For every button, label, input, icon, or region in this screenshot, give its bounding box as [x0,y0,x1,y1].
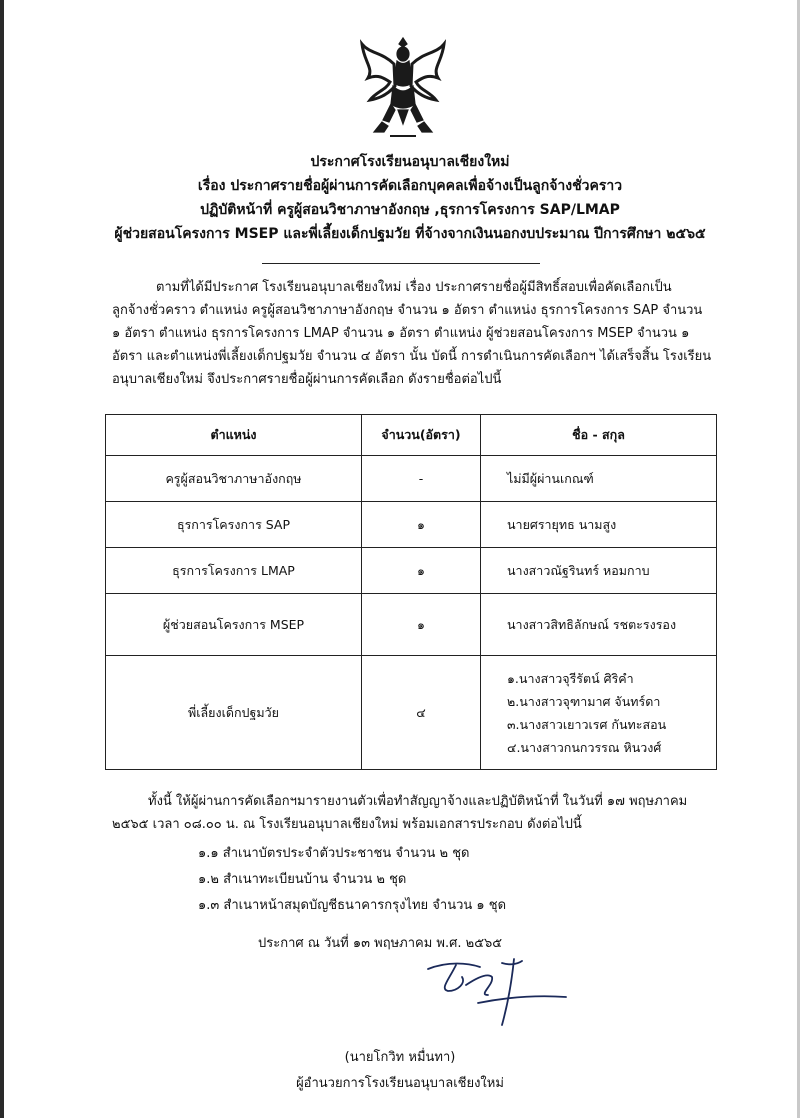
cell-count: ๑ [362,502,481,548]
notice-line: ๒๕๖๕ เวลา ๐๘.๐๐ น. ณ โรงเรียนอนุบาลเชียงใหม่ พร้อมเอกสารประกอบ ดังต่อไปนี้ [112,817,582,832]
cell-position: พี่เลี้ยงเด็กปฐมวัย [106,656,362,770]
list-item: ๓.นางสาวเยาวเรศ กันทะสอน [507,716,667,732]
table-row [106,548,717,594]
announcement-subject: เรื่อง ประกาศรายชื่อผู้ผ่านการคัดเลือกบุคคลเพื่อจ้างเป็นลูกจ้างชั่วคราว [197,178,623,194]
column-header-count: จำนวน(อัตรา) [362,415,481,456]
cell-position: ผู้ช่วยสอนโครงการ MSEP [106,594,362,656]
list-item: ๔.นางสาวกนกวรรณ หินวงศ์ [507,739,662,755]
garuda-emblem-icon [360,34,446,146]
cell-name: นางสาวสิทธิลักษณ์ รชตะรงรอง [481,594,717,656]
results-table [105,414,717,770]
column-header-name: ชื่อ - สกุล [481,415,717,456]
cell-name: นางสาวณัฐรินทร์ หอมกาบ [481,548,717,594]
signer-title: ผู้อำนวยการโรงเรียนอนุบาลเชียงใหม่ [296,1076,504,1091]
list-item: ๑.นางสาวจุรีรัตน์ ศิริคำ [507,670,634,686]
intro-line: ๑ อัตรา ตำแหน่ง ธุรการโครงการ LMAP จำนวน ๑ อัตรา ตำแหน่ง ผู้ช่วยสอนโครงการ MSEP จำนวน ๑ [112,326,690,341]
table-row [106,656,717,770]
intro-line: ลูกจ้างชั่วคราว ตำแหน่ง ครูผู้สอนวิชาภาษาอังกฤษ จำนวน ๑ อัตรา ตำแหน่ง ธุรการโครงการ SAP จำนวน [112,303,703,318]
cell-name: นายศรายุทธ นามสูง [481,502,717,548]
table-row [106,456,717,502]
intro-line: ตามที่ได้มีประกาศ โรงเรียนอนุบาลเชียงใหม่ เรื่อง ประกาศรายชื่อผู้มีสิทธิ์สอบเพื่อคัดเลือกเป็น [156,280,672,295]
table-header-row [106,415,717,456]
cell-position: ธุรการโครงการ LMAP [106,548,362,594]
announcement-org-title: ประกาศโรงเรียนอนุบาลเชียงใหม่ [310,154,510,170]
cell-count: - [362,456,481,502]
intro-line: อนุบาลเชียงใหม่ จึงประกาศรายชื่อผู้ผ่านการคัดเลือก ดังรายชื่อต่อไปนี้ [112,372,502,387]
notice-paragraph [112,790,718,836]
cell-position: ธุรการโครงการ SAP [106,502,362,548]
announcement-subject-line2: ปฏิบัติหน้าที่ ครูผู้สอนวิชาภาษาอังกฤษ ,ธุรการโครงการ SAP/LMAP [200,202,620,218]
cell-name: ไม่มีผู้ผ่านเกณฑ์ [481,456,717,502]
signature-icon [418,955,568,1033]
intro-line: อัตรา และตำแหน่งพี่เลี้ยงเด็กปฐมวัย จำนวน ๔ อัตรา นั้น บัดนี้ การดำเนินการคัดเลือกฯ ได้เสร็จสิ้น โรงเรียน [112,349,712,364]
column-header-position: ตำแหน่ง [106,415,362,456]
announce-date: ประกาศ ณ วันที่ ๑๓ พฤษภาคม พ.ศ. ๒๕๖๕ [258,936,503,951]
announcement-subject-line3: ผู้ช่วยสอนโครงการ MSEP และพี่เลี้ยงเด็กปฐมวัย ที่จ้างจากเงินนอกงบประมาณ ปีการศึกษา ๒๕๖๕ [114,226,706,242]
document-item: ๑.๓ สำเนาหน้าสมุดบัญชีธนาคารกรุงไทย จำนวน ๑ ชุด [198,898,507,913]
table-row [106,502,717,548]
list-item: ๒.นางสาวจุฑามาศ จันทร์ดา [507,693,661,709]
notice-line: ทั้งนี้ ให้ผู้ผ่านการคัดเลือกฯมารายงานตัวเพื่อทำสัญญาจ้างและปฏิบัติหน้าที่ ในวันที่ ๑๗ พฤษภาคม [148,794,688,809]
cell-names-list [481,656,717,770]
document-item: ๑.๒ สำเนาทะเบียนบ้าน จำนวน ๒ ชุด [198,872,407,887]
cell-count: ๑ [362,548,481,594]
intro-paragraph [112,276,718,391]
cell-count: ๑ [362,594,481,656]
cell-position: ครูผู้สอนวิชาภาษาอังกฤษ [106,456,362,502]
table-row [106,594,717,656]
cell-count: ๔ [362,656,481,770]
signer-name: (นายโกวิท หมื่นทา) [344,1050,456,1065]
header-divider [262,263,540,264]
scan-edge-left [0,0,4,1118]
document-item: ๑.๑ สำเนาบัตรประจำตัวประชาชน จำนวน ๒ ชุด [198,846,470,861]
